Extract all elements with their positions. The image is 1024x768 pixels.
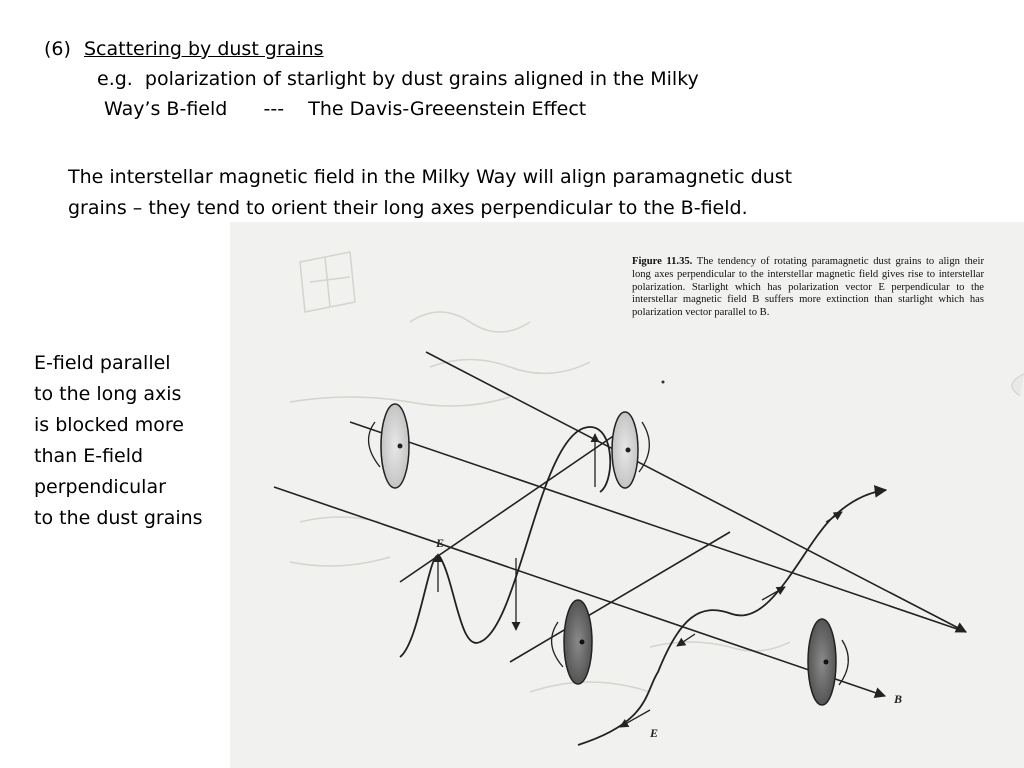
scanned-figure [230, 222, 1024, 768]
label-e-lower: E [650, 726, 659, 740]
body-paragraph: The interstellar magnetic field in the Milky Way will align paramagnetic dust grains – they tend to orient their long axes perpendicular to the B-field. [68, 166, 793, 219]
side-note [34, 348, 203, 534]
figure-caption [632, 256, 984, 320]
side-note-line-3: is blocked more [34, 414, 184, 436]
caption-label: Figure 11.35. [632, 256, 693, 267]
label-b: B [894, 692, 903, 706]
side-note-line-1: E-field parallel [34, 352, 171, 374]
ink-dot [662, 381, 665, 384]
slide-heading [44, 34, 324, 64]
heading-number: (6) [44, 38, 71, 60]
subline-example: e.g. polarization of starlight by dust grains aligned in the Milky [97, 68, 699, 90]
polarization-diagram [230, 222, 1024, 768]
subline-effect: Way’s B-field --- The Davis-Greeenstein Effect [104, 98, 587, 120]
side-note-line-2: to the long axis [34, 383, 182, 405]
side-note-line-5: perpendicular [34, 476, 166, 498]
heading-title: Scattering by dust grains [84, 38, 324, 60]
caption-text: The tendency of rotating paramagnetic dust grains to align their long axes perpendicular to the interstellar magnetic field gives rise to interstellar polarization. Starlight which has polarization vector E perpendicular to the interstellar magnetic field B suffers more extinction than starlight which has polarization vector parallel to B. [632, 256, 984, 319]
side-note-line-6: to the dust grains [34, 507, 203, 529]
side-note-line-4: than E-field [34, 445, 144, 467]
label-e-upper: E [436, 536, 445, 550]
